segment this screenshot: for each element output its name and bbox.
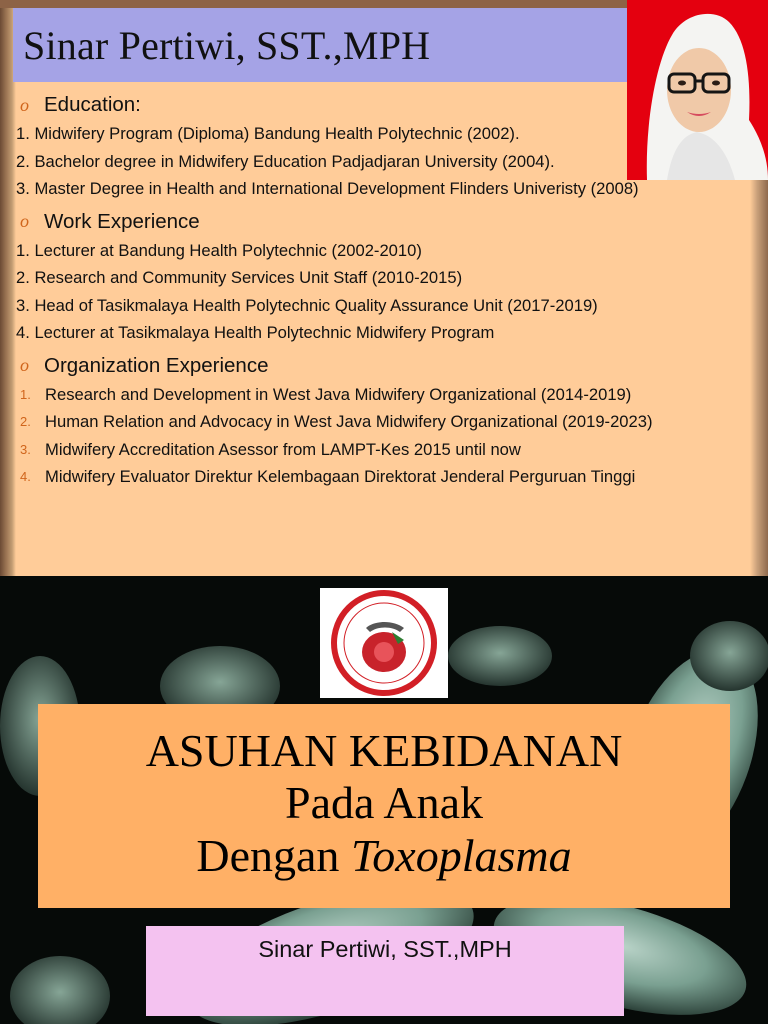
presentation-title-box: [38, 704, 730, 908]
presenter-name: Sinar Pertiwi, SST.,MPH: [23, 22, 431, 68]
work-heading: [20, 207, 746, 237]
organization-item-number: 2.: [20, 414, 31, 429]
title-line-3: [38, 830, 730, 882]
organization-item-number: 4.: [20, 469, 31, 484]
bullet-icon: o: [20, 94, 29, 115]
organization-item: [16, 463, 746, 491]
education-item: 3. Master Degree in Health and International Development Flinders Univeristy (2008): [16, 179, 639, 198]
education-item: 2. Bachelor degree in Midwifery Education Padjadjaran University (2004).: [16, 151, 555, 171]
work-heading-label: Work Experience: [44, 209, 200, 233]
name-banner: [13, 8, 627, 82]
organization-item: [16, 381, 746, 409]
bullet-icon: o: [20, 211, 29, 231]
title-line-1: ASUHAN KEBIDANAN: [145, 725, 623, 776]
title-slide: [0, 576, 768, 1024]
author-name: Sinar Pertiwi, SST.,MPH: [258, 936, 512, 962]
profile-content: [16, 90, 746, 491]
work-item: 2. Research and Community Services Unit Staff (2010-2015): [16, 268, 463, 287]
logo-emblem-icon: [320, 588, 448, 698]
organization-item-text: Midwifery Evaluator Direktur Kelembagaan Direktorat Jenderal Perguruan Tinggi: [45, 467, 636, 486]
organization-item-text: Human Relation and Advocacy in West Java Midwifery Organizational (2019-2023): [45, 412, 653, 431]
title-line-3-italic: Toxoplasma: [350, 830, 572, 881]
organization-heading-label: Organization Experience: [44, 353, 269, 377]
organization-item-text: Research and Development in West Java Midwifery Organizational (2014-2019): [45, 384, 632, 404]
organization-item-number: 3.: [20, 441, 31, 457]
author-box: [146, 926, 624, 1016]
bullet-icon: o: [20, 355, 29, 375]
organization-logo: [320, 588, 448, 698]
decorative-right-strip: [750, 180, 768, 576]
organization-heading: [20, 351, 746, 381]
organization-item: [16, 408, 746, 436]
title-line-2: Pada Anak: [284, 777, 483, 828]
organization-item-number: 1.: [20, 386, 31, 402]
education-heading-label: Education:: [44, 93, 141, 116]
work-item: 1. Lecturer at Bandung Health Polytechnic (2002-2010): [16, 240, 422, 260]
education-heading: [20, 90, 746, 120]
title-line-3-prefix: Dengan: [196, 830, 351, 881]
work-item: 4. Lecturer at Tasikmalaya Health Polytechnic Midwifery Program: [16, 323, 495, 342]
work-item: 3. Head of Tasikmalaya Health Polytechnic Quality Assurance Unit (2017-2019): [16, 295, 598, 315]
organization-item-text: Midwifery Accreditation Asessor from LAMPT-Kes 2015 until now: [45, 439, 521, 459]
education-item: 1. Midwifery Program (Diploma) Bandung Health Polytechnic (2002).: [16, 124, 520, 143]
organization-item: [16, 436, 746, 464]
